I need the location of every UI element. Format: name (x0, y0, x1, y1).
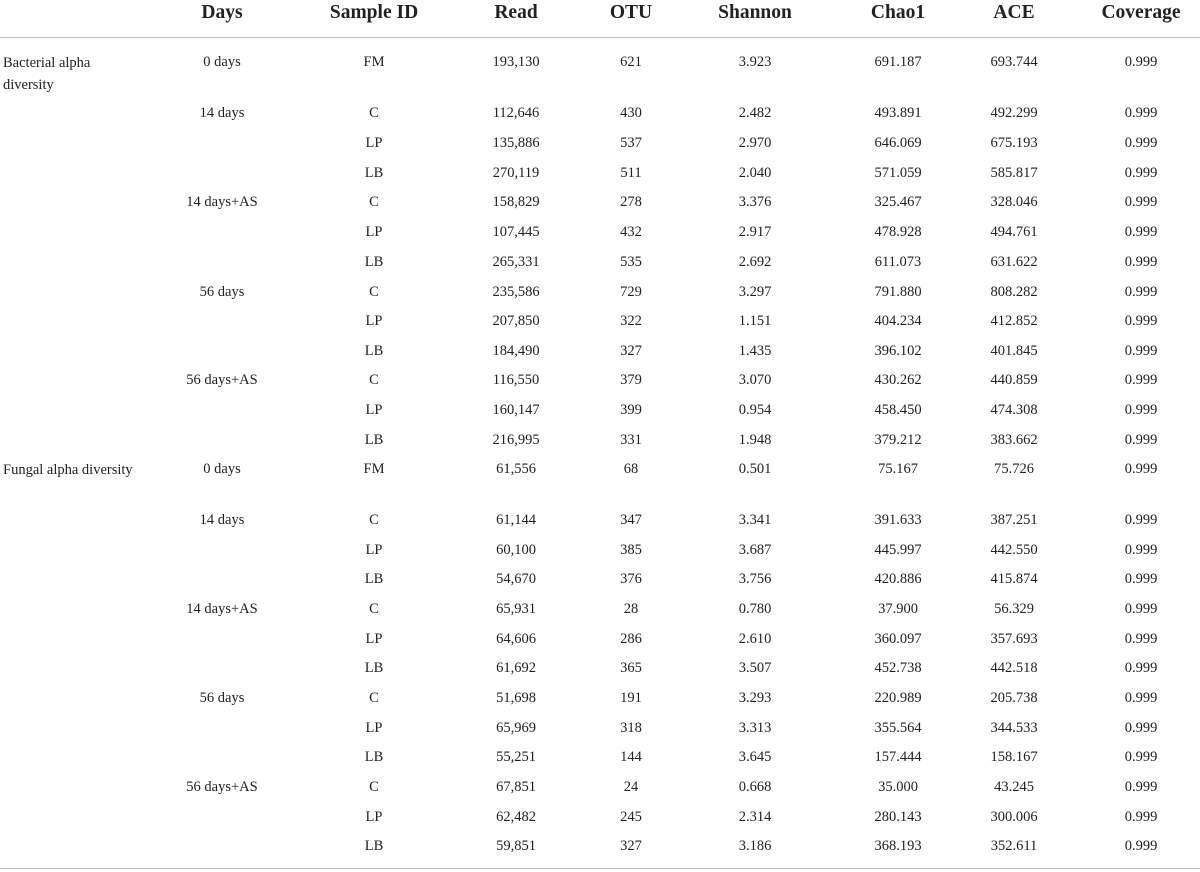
sample-id-cell: C (369, 601, 379, 617)
ace-cell: 494.761 (990, 224, 1038, 240)
shannon-cell: 0.501 (738, 461, 772, 477)
otu-cell: 331 (620, 432, 642, 448)
shannon-cell: 0.668 (738, 779, 772, 795)
read-cell: 61,144 (496, 512, 536, 528)
chao1-cell: 157.444 (874, 749, 922, 765)
read-cell: 112,646 (492, 105, 540, 121)
coverage-cell: 0.999 (1124, 372, 1158, 388)
coverage-cell: 0.999 (1124, 343, 1158, 359)
chao1-cell: 355.564 (874, 720, 922, 736)
shannon-cell: 3.297 (738, 284, 772, 300)
chao1-cell: 691.187 (874, 54, 922, 70)
shannon-cell: 3.376 (738, 194, 772, 210)
otu-cell: 537 (620, 135, 642, 151)
ace-cell: 631.622 (990, 254, 1038, 270)
ace-cell: 158.167 (990, 749, 1038, 765)
chao1-cell: 611.073 (874, 254, 922, 270)
read-cell: 207,850 (492, 313, 540, 329)
days-cell: 0 days (203, 461, 241, 477)
read-cell: 55,251 (496, 749, 536, 765)
coverage-cell: 0.999 (1124, 690, 1158, 706)
otu-cell: 430 (620, 105, 642, 121)
chao1-cell: 493.891 (874, 105, 922, 121)
shannon-cell: 2.970 (738, 135, 772, 151)
sample-id-cell: LB (364, 749, 384, 765)
sample-id-cell: LB (364, 660, 384, 676)
shannon-cell: 2.482 (738, 105, 772, 121)
days-cell: 56 days+AS (186, 372, 258, 388)
header-rule (0, 37, 1200, 38)
read-cell: 64,606 (496, 631, 536, 647)
read-cell: 60,100 (496, 542, 536, 558)
chao1-cell: 791.880 (874, 284, 922, 300)
sample-id-cell: LB (364, 838, 384, 854)
read-cell: 59,851 (496, 838, 536, 854)
read-cell: 270,119 (492, 165, 540, 181)
coverage-cell: 0.999 (1124, 631, 1158, 647)
shannon-header: Shannon (718, 2, 792, 23)
otu-cell: 365 (620, 660, 642, 676)
coverage-cell: 0.999 (1124, 809, 1158, 825)
coverage-cell: 0.999 (1124, 542, 1158, 558)
ace-header: ACE (993, 2, 1035, 23)
ace-cell: 300.006 (990, 809, 1038, 825)
sample-id-cell: LP (365, 402, 383, 418)
ace-cell: 442.550 (990, 542, 1038, 558)
shannon-cell: 3.341 (738, 512, 772, 528)
shannon-cell: 3.313 (738, 720, 772, 736)
chao1-cell: 368.193 (874, 838, 922, 854)
chao1-cell: 379.212 (874, 432, 922, 448)
days-cell: 14 days (199, 105, 245, 121)
read-cell: 107,445 (492, 224, 540, 240)
sample-id-cell: LP (365, 135, 383, 151)
chao1-cell: 478.928 (874, 224, 922, 240)
chao1-cell: 35.000 (878, 779, 918, 795)
sample-id-cell: C (369, 779, 379, 795)
sample-id-cell: C (369, 194, 379, 210)
otu-cell: 729 (620, 284, 642, 300)
chao1-cell: 220.989 (874, 690, 922, 706)
ace-cell: 585.817 (990, 165, 1038, 181)
chao1-cell: 360.097 (874, 631, 922, 647)
coverage-cell: 0.999 (1124, 254, 1158, 270)
shannon-cell: 0.780 (738, 601, 772, 617)
days-cell: 14 days+AS (186, 194, 258, 210)
coverage-cell: 0.999 (1124, 284, 1158, 300)
otu-cell: 399 (620, 402, 642, 418)
shannon-cell: 1.151 (738, 313, 772, 329)
shannon-cell: 2.692 (738, 254, 772, 270)
coverage-cell: 0.999 (1124, 660, 1158, 676)
otu-cell: 347 (620, 512, 642, 528)
otu-cell: 385 (620, 542, 642, 558)
days-cell: 56 days+AS (186, 779, 258, 795)
chao1-cell: 458.450 (874, 402, 922, 418)
chao1-cell: 325.467 (874, 194, 922, 210)
days-cell: 56 days (199, 690, 245, 706)
shannon-cell: 3.687 (738, 542, 772, 558)
ace-cell: 56.329 (994, 601, 1034, 617)
sample-id-cell: LB (364, 432, 384, 448)
coverage-cell: 0.999 (1124, 571, 1158, 587)
read-cell: 184,490 (492, 343, 540, 359)
ace-cell: 693.744 (990, 54, 1038, 70)
otu-cell: 322 (620, 313, 642, 329)
days-header: Days (201, 2, 243, 23)
otu-header: OTU (609, 2, 653, 23)
days-cell: 14 days (199, 512, 245, 528)
otu-cell: 621 (620, 54, 642, 70)
shannon-cell: 3.293 (738, 690, 772, 706)
sample-id-cell: LB (364, 254, 384, 270)
read-cell: 61,692 (496, 660, 536, 676)
ace-cell: 415.874 (990, 571, 1038, 587)
read-cell: 62,482 (496, 809, 536, 825)
ace-cell: 440.859 (990, 372, 1038, 388)
otu-cell: 327 (620, 838, 642, 854)
read-cell: 54,670 (496, 571, 536, 587)
read-cell: 135,886 (492, 135, 540, 151)
ace-cell: 412.852 (990, 313, 1038, 329)
bacterial-category-label: Bacterial alpha diversity (3, 55, 91, 93)
ace-cell: 492.299 (990, 105, 1038, 121)
read-cell: 265,331 (492, 254, 540, 270)
otu-cell: 68 (623, 461, 639, 477)
shannon-cell: 3.756 (738, 571, 772, 587)
chao1-cell: 404.234 (874, 313, 922, 329)
ace-cell: 357.693 (990, 631, 1038, 647)
chao1-cell: 445.997 (874, 542, 922, 558)
sample-id-cell: C (369, 690, 379, 706)
read-cell: 51,698 (496, 690, 536, 706)
sample-id-cell: C (369, 284, 379, 300)
chao1-header: Chao1 (870, 2, 926, 23)
chao1-cell: 646.069 (874, 135, 922, 151)
shannon-cell: 3.645 (738, 749, 772, 765)
chao1-cell: 452.738 (874, 660, 922, 676)
coverage-cell: 0.999 (1124, 749, 1158, 765)
days-cell: 0 days (203, 54, 241, 70)
shannon-cell: 1.948 (738, 432, 772, 448)
otu-cell: 511 (620, 165, 642, 181)
fungal-category-label: Fungal alpha diversity (3, 462, 133, 478)
shannon-cell: 3.186 (738, 838, 772, 854)
ace-cell: 75.726 (994, 461, 1034, 477)
otu-cell: 144 (620, 749, 642, 765)
chao1-cell: 391.633 (874, 512, 922, 528)
otu-cell: 24 (623, 779, 639, 795)
otu-cell: 376 (620, 571, 642, 587)
shannon-cell: 1.435 (738, 343, 772, 359)
sample-id-cell: LP (365, 224, 383, 240)
coverage-cell: 0.999 (1124, 432, 1158, 448)
otu-cell: 191 (620, 690, 642, 706)
coverage-cell: 0.999 (1124, 461, 1158, 477)
sample-id-cell: LB (364, 165, 384, 181)
sample-id-cell: LB (364, 343, 384, 359)
otu-cell: 278 (620, 194, 642, 210)
coverage-cell: 0.999 (1124, 779, 1158, 795)
sample-id-cell: FM (363, 461, 385, 477)
coverage-cell: 0.999 (1124, 54, 1158, 70)
chao1-cell: 420.886 (874, 571, 922, 587)
otu-cell: 379 (620, 372, 642, 388)
sample-id-cell: LP (365, 542, 383, 558)
sample-id-cell: C (369, 372, 379, 388)
read-cell: 116,550 (492, 372, 540, 388)
coverage-cell: 0.999 (1124, 224, 1158, 240)
otu-cell: 535 (620, 254, 642, 270)
coverage-cell: 0.999 (1124, 313, 1158, 329)
read-cell: 160,147 (492, 402, 540, 418)
otu-cell: 245 (620, 809, 642, 825)
chao1-cell: 75.167 (878, 461, 918, 477)
ace-cell: 387.251 (990, 512, 1038, 528)
read-cell: 235,586 (492, 284, 540, 300)
coverage-cell: 0.999 (1124, 402, 1158, 418)
ace-cell: 383.662 (990, 432, 1038, 448)
coverage-cell: 0.999 (1124, 135, 1158, 151)
sample-id-cell: LP (365, 631, 383, 647)
ace-cell: 43.245 (994, 779, 1034, 795)
otu-cell: 318 (620, 720, 642, 736)
chao1-cell: 396.102 (874, 343, 922, 359)
read-cell: 61,556 (496, 461, 536, 477)
coverage-cell: 0.999 (1124, 512, 1158, 528)
ace-cell: 205.738 (990, 690, 1038, 706)
sample-id-cell: LP (365, 313, 383, 329)
ace-cell: 675.193 (990, 135, 1038, 151)
ace-cell: 352.611 (990, 838, 1038, 854)
sample-id-cell: FM (363, 54, 385, 70)
read-cell: 216,995 (492, 432, 540, 448)
ace-cell: 328.046 (990, 194, 1038, 210)
coverage-cell: 0.999 (1124, 165, 1158, 181)
chao1-cell: 37.900 (878, 601, 918, 617)
otu-cell: 286 (620, 631, 642, 647)
shannon-cell: 3.070 (738, 372, 772, 388)
chao1-cell: 571.059 (874, 165, 922, 181)
ace-cell: 442.518 (990, 660, 1038, 676)
ace-cell: 344.533 (990, 720, 1038, 736)
days-cell: 56 days (199, 284, 245, 300)
ace-cell: 808.282 (990, 284, 1038, 300)
read-cell: 65,969 (496, 720, 536, 736)
coverage-cell: 0.999 (1124, 838, 1158, 854)
shannon-cell: 3.507 (738, 660, 772, 676)
shannon-cell: 2.917 (738, 224, 772, 240)
days-cell: 14 days+AS (186, 601, 258, 617)
read-cell: 67,851 (496, 779, 536, 795)
otu-cell: 327 (620, 343, 642, 359)
shannon-cell: 2.610 (738, 631, 772, 647)
shannon-cell: 2.040 (738, 165, 772, 181)
sample-id-cell: C (369, 105, 379, 121)
read-cell: 158,829 (492, 194, 540, 210)
otu-cell: 28 (623, 601, 639, 617)
ace-cell: 474.308 (990, 402, 1038, 418)
shannon-cell: 0.954 (738, 402, 772, 418)
coverage-cell: 0.999 (1124, 720, 1158, 736)
shannon-cell: 2.314 (738, 809, 772, 825)
sample-id-cell: LP (365, 720, 383, 736)
coverage-header: Coverage (1101, 2, 1181, 23)
sample-id-cell: C (369, 512, 379, 528)
coverage-cell: 0.999 (1124, 194, 1158, 210)
coverage-cell: 0.999 (1124, 105, 1158, 121)
chao1-cell: 280.143 (874, 809, 922, 825)
footer-rule (0, 868, 1200, 869)
read-cell: 193,130 (492, 54, 540, 70)
sample-id-cell: LB (364, 571, 384, 587)
read-header: Read (494, 2, 538, 23)
ace-cell: 401.845 (990, 343, 1038, 359)
read-cell: 65,931 (496, 601, 536, 617)
sample-id-cell: LP (365, 809, 383, 825)
otu-cell: 432 (620, 224, 642, 240)
chao1-cell: 430.262 (874, 372, 922, 388)
shannon-cell: 3.923 (738, 54, 772, 70)
sample-id-header: Sample ID (329, 2, 419, 23)
coverage-cell: 0.999 (1124, 601, 1158, 617)
